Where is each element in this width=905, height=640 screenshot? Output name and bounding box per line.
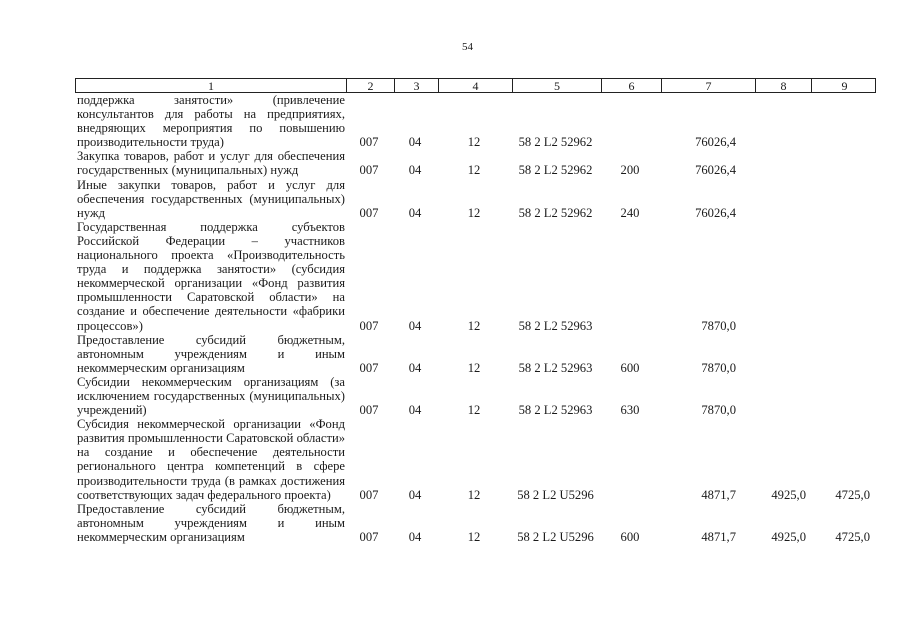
header-col-9: 9 xyxy=(811,79,877,93)
cell-c3: 04 xyxy=(408,403,422,418)
cell-c6: 600 xyxy=(620,360,640,375)
cell-c7: 7870,0 xyxy=(701,318,736,333)
cell-c4: 12 xyxy=(467,318,481,333)
header-col-2: 2 xyxy=(346,79,394,93)
table-header xyxy=(75,78,876,93)
cell-c5: 58 2 L2 52962 xyxy=(518,205,593,220)
cell-c2: 007 xyxy=(359,135,379,150)
cell-c7: 76026,4 xyxy=(695,163,736,178)
table-body xyxy=(77,93,877,544)
row-description: Государственная поддержка субъектов Российской Федерации – участников национального проекта «Производительность труда и поддержка занятости» (субсидия некоммерческой организации «Фонд развития промышленности Саратовской области» на создание и обеспечение деятельности «фабрики процессов») xyxy=(77,219,345,333)
cell-c4: 12 xyxy=(467,205,481,220)
cell-c7: 4871,7 xyxy=(701,487,736,502)
table-row xyxy=(77,149,877,177)
cell-c7: 76026,4 xyxy=(695,135,736,150)
cell-c5: 58 2 L2 52962 xyxy=(518,135,593,150)
cell-c6: 240 xyxy=(620,205,640,220)
cell-c5: 58 2 L2 U5296 xyxy=(517,487,594,502)
cell-c6: 200 xyxy=(620,163,640,178)
cell-c2: 007 xyxy=(359,318,379,333)
cell-c2: 007 xyxy=(359,403,379,418)
header-col-7: 7 xyxy=(661,79,755,93)
cell-c4: 12 xyxy=(467,163,481,178)
cell-c5: 58 2 L2 52962 xyxy=(518,163,593,178)
cell-c9: 4725,0 xyxy=(835,487,870,502)
table-row xyxy=(77,178,877,220)
cell-c2: 007 xyxy=(359,205,379,220)
cell-c4: 12 xyxy=(467,360,481,375)
cell-c2: 007 xyxy=(359,163,379,178)
cell-c3: 04 xyxy=(408,360,422,375)
table-row xyxy=(77,502,877,544)
row-description: Иные закупки товаров, работ и услуг для обеспечения государственных (муниципальных) нужд xyxy=(77,177,345,220)
cell-c2: 007 xyxy=(359,487,379,502)
cell-c2: 007 xyxy=(359,360,379,375)
cell-c7: 7870,0 xyxy=(701,403,736,418)
cell-c5: 58 2 L2 52963 xyxy=(518,360,593,375)
row-description: Субсидия некоммерческой организации «Фонд развития промышленности Саратовской области» на создание и обеспечение деятельности регионального центра компетенций в сфере производительности труда (в рамках достижения соответствующих задач федерального проекта) xyxy=(77,417,345,502)
header-col-6: 6 xyxy=(601,79,661,93)
cell-c6: 600 xyxy=(620,529,640,544)
cell-c3: 04 xyxy=(408,205,422,220)
cell-c9: 4725,0 xyxy=(835,529,870,544)
header-col-1: 1 xyxy=(208,79,214,93)
header-col-3: 3 xyxy=(394,79,438,93)
cell-c4: 12 xyxy=(467,487,481,502)
cell-c5: 58 2 L2 U5296 xyxy=(517,529,594,544)
row-description: поддержка занятости» (привлечение консультантов для работы на предприятиях, внедряющих мероприятия по повышению производительности труда) xyxy=(77,93,345,150)
cell-c3: 04 xyxy=(408,318,422,333)
cell-c4: 12 xyxy=(467,529,481,544)
cell-c7: 4871,7 xyxy=(701,529,736,544)
row-description: Предоставление субсидий бюджетным, автономным учреждениям и иным некоммерческим организациям xyxy=(77,332,345,375)
cell-c3: 04 xyxy=(408,529,422,544)
table-row xyxy=(77,93,877,149)
cell-c4: 12 xyxy=(467,135,481,150)
row-description: Субсидии некоммерческим организациям (за исключением государственных (муниципальных) учреждений) xyxy=(77,374,345,418)
cell-c7: 76026,4 xyxy=(695,205,736,220)
cell-c4: 12 xyxy=(467,403,481,418)
cell-c8: 4925,0 xyxy=(771,487,806,502)
header-col-4: 4 xyxy=(438,79,512,93)
cell-c3: 04 xyxy=(408,163,422,178)
cell-c5: 58 2 L2 52963 xyxy=(518,403,593,418)
table-row xyxy=(77,375,877,417)
row-description: Закупка товаров, работ и услуг для обеспечения государственных (муниципальных) нужд xyxy=(77,149,345,178)
cell-c8: 4925,0 xyxy=(771,529,806,544)
table-row xyxy=(77,333,877,375)
cell-c3: 04 xyxy=(408,135,422,150)
cell-c5: 58 2 L2 52963 xyxy=(518,318,593,333)
cell-c2: 007 xyxy=(359,529,379,544)
cell-c3: 04 xyxy=(408,487,422,502)
row-description: Предоставление субсидий бюджетным, автономным учреждениям и иным некоммерческим организациям xyxy=(77,501,345,544)
table-row xyxy=(77,220,877,333)
cell-c7: 7870,0 xyxy=(701,360,736,375)
cell-c6: 630 xyxy=(620,403,640,418)
page-number: 54 xyxy=(462,41,473,53)
header-col-5: 5 xyxy=(512,79,601,93)
table-row xyxy=(77,417,877,502)
header-col-8: 8 xyxy=(755,79,811,93)
